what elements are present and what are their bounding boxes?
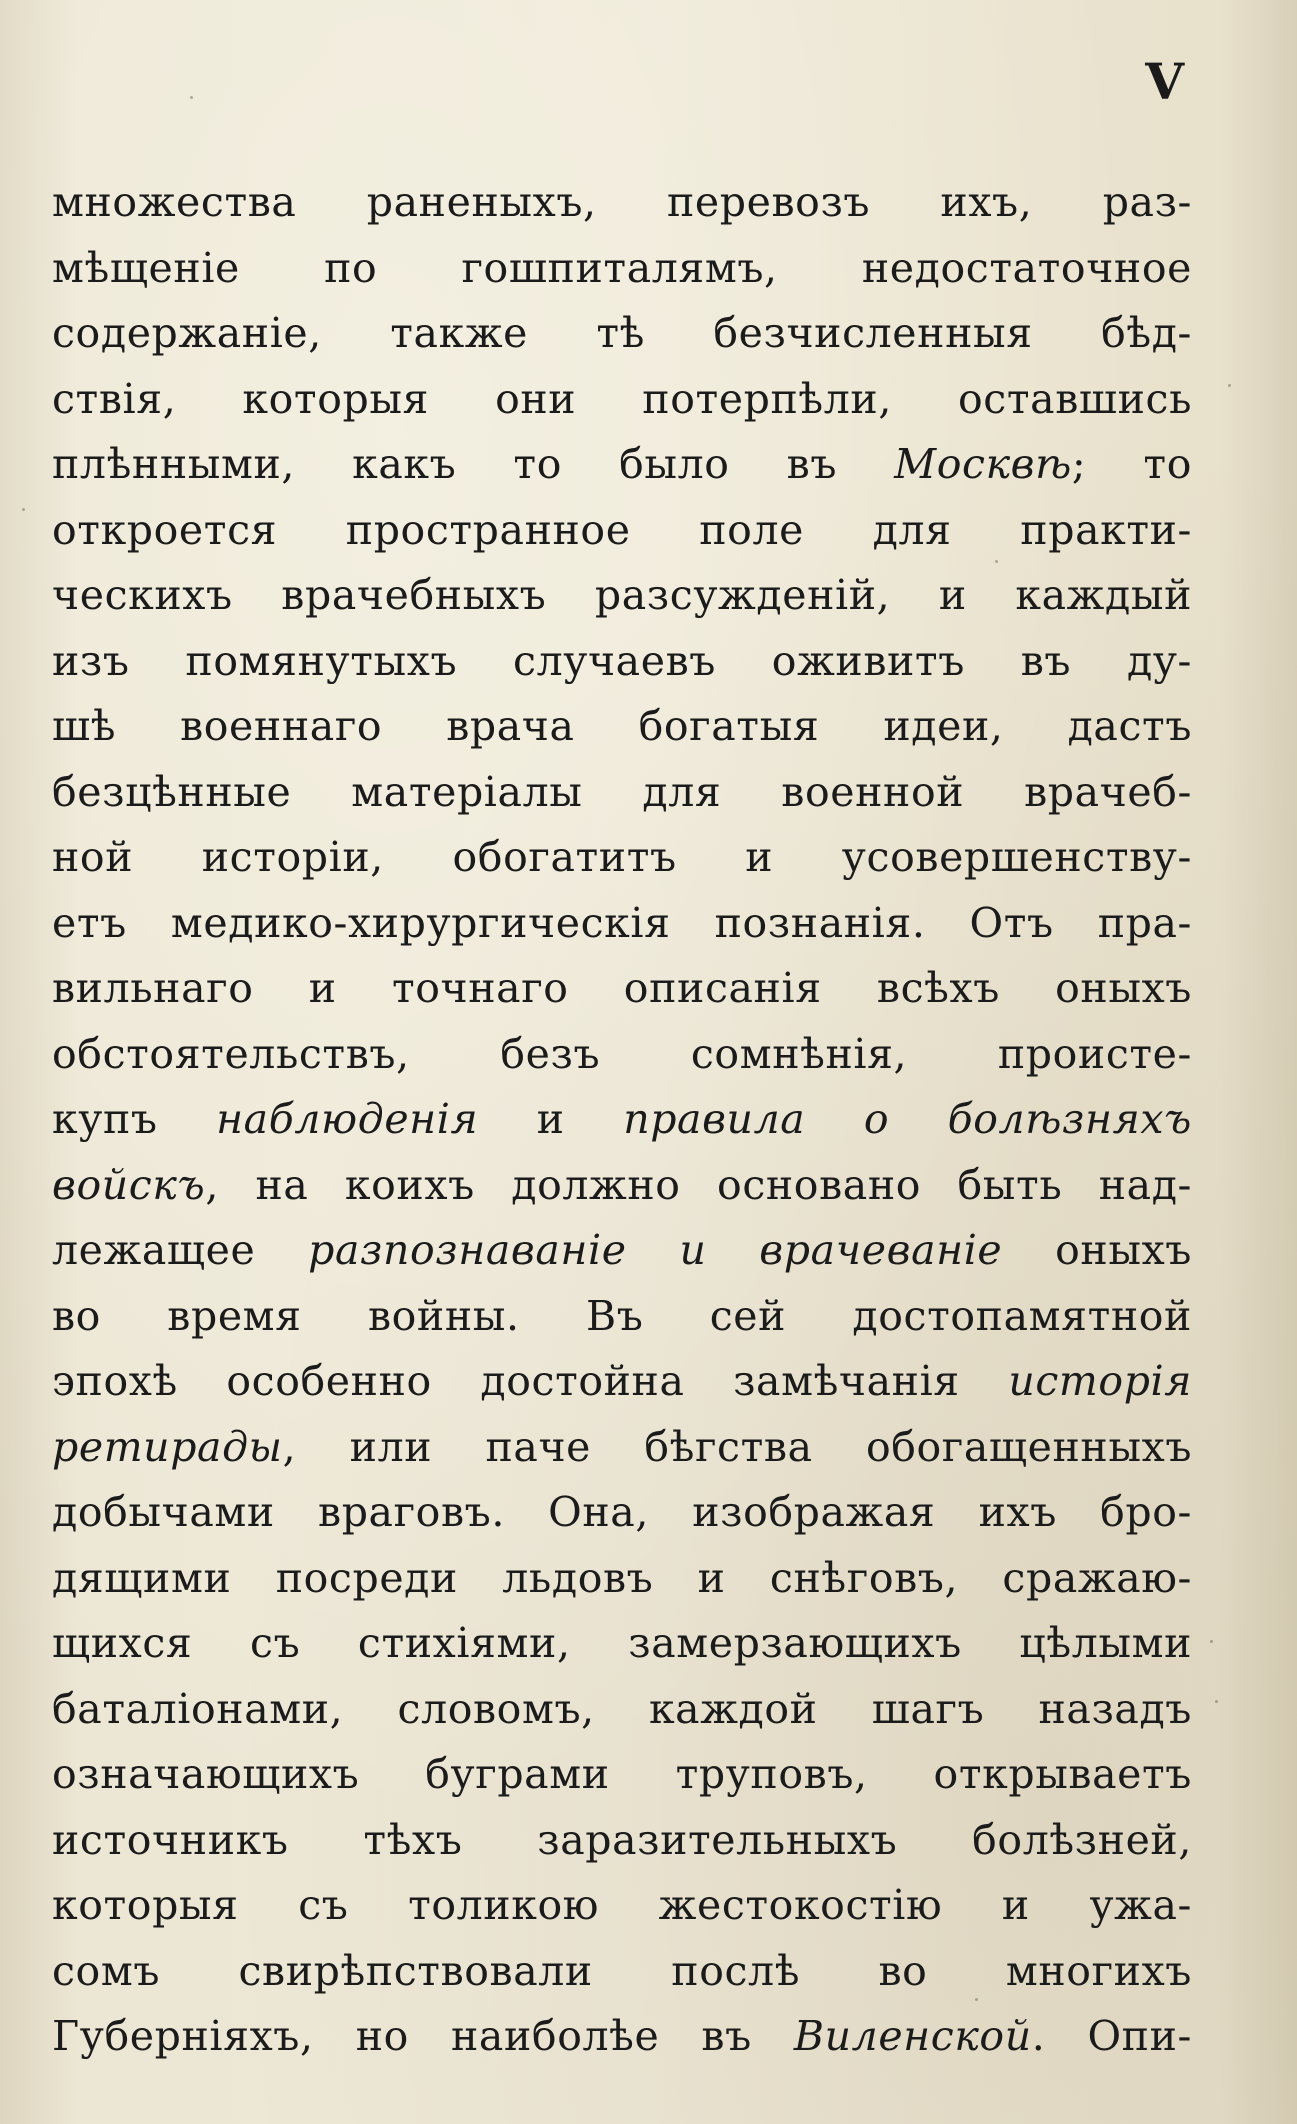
italic-text: о болѣзняхъ bbox=[863, 1095, 1192, 1143]
text-line bbox=[52, 891, 1192, 957]
text-segment: шѣ военнаго врача богатыя идеи, дастъ bbox=[52, 702, 1192, 750]
text-line bbox=[52, 170, 1192, 236]
text-segment: ; то bbox=[1071, 440, 1192, 488]
text-segment: обстоятельствъ, безъ сомнѣнія, происте- bbox=[52, 1029, 1192, 1078]
text-line bbox=[52, 2004, 1192, 2070]
text-line bbox=[52, 760, 1192, 826]
text-line bbox=[52, 1873, 1192, 1939]
text-segment: безцѣнные матеріалы для военной врачеб- bbox=[52, 767, 1192, 816]
text-segment: означающихъ буграми труповъ, открываетъ bbox=[52, 1750, 1192, 1798]
text-line bbox=[52, 563, 1192, 629]
paper-speck bbox=[1210, 1640, 1213, 1643]
paper-speck bbox=[22, 508, 25, 511]
text-segment: ческихъ врачебныхъ разсужденій, и каждый bbox=[52, 571, 1192, 619]
text-line bbox=[52, 694, 1192, 760]
text-segment bbox=[805, 1095, 864, 1143]
text-line bbox=[52, 1611, 1192, 1677]
text-line bbox=[52, 1087, 1192, 1153]
text-segment: . Опи- bbox=[1031, 2012, 1192, 2060]
text-segment: , или паче бѣгства обогащенныхъ bbox=[282, 1422, 1192, 1471]
text-line bbox=[52, 367, 1192, 433]
text-segment: купъ bbox=[52, 1095, 217, 1143]
text-segment: добычами враговъ. Она, изображая ихъ бро- bbox=[52, 1488, 1192, 1536]
paper-speck bbox=[190, 96, 193, 99]
italic-text: Виленской bbox=[793, 2012, 1032, 2060]
paper-speck bbox=[975, 1998, 978, 2001]
text-segment: эпохѣ особенно достойна замѣчанія bbox=[52, 1357, 1009, 1405]
text-line bbox=[52, 825, 1192, 891]
italic-text: наблюденія bbox=[216, 1095, 479, 1143]
text-line bbox=[52, 1284, 1192, 1350]
text-segment: во время войны. Въ сей достопамятной bbox=[52, 1291, 1192, 1340]
body-text bbox=[52, 170, 1192, 2070]
text-segment: етъ медико-хирургическія познанія. Отъ пра- bbox=[52, 898, 1192, 947]
text-line bbox=[52, 1677, 1192, 1743]
text-segment: вильнаго и точнаго описанія всѣхъ оныхъ bbox=[52, 964, 1192, 1012]
italic-text: Москвѣ bbox=[894, 440, 1072, 488]
text-line bbox=[52, 956, 1192, 1022]
text-line bbox=[52, 1415, 1192, 1481]
page-number: V bbox=[1145, 52, 1185, 111]
text-line bbox=[52, 629, 1192, 695]
italic-text: правила bbox=[623, 1095, 806, 1143]
text-segment: щихся съ стихіями, замерзающихъ цѣлыми bbox=[52, 1619, 1192, 1667]
paper-speck bbox=[1215, 1700, 1218, 1703]
italic-text: ретирады bbox=[52, 1422, 283, 1471]
text-line bbox=[52, 236, 1192, 302]
text-line bbox=[52, 498, 1192, 564]
text-segment: изъ помянутыхъ случаевъ оживитъ въ ду- bbox=[52, 636, 1192, 685]
text-segment: ствія, которыя они потерпѣли, оставшись bbox=[52, 374, 1192, 423]
text-segment: сомъ свирѣпствовали послѣ во многихъ bbox=[52, 1946, 1192, 1995]
text-segment: откроется пространное поле для практи- bbox=[52, 505, 1192, 554]
text-line bbox=[52, 1808, 1192, 1874]
text-line bbox=[52, 1546, 1192, 1612]
text-segment: плѣнными, какъ то было въ bbox=[52, 440, 895, 488]
text-segment: мѣщеніе по гошпиталямъ, недостаточное bbox=[52, 243, 1192, 292]
text-segment: содержаніе, также тѣ безчисленныя бѣд- bbox=[52, 309, 1192, 357]
text-segment: оныхъ bbox=[1002, 1226, 1192, 1274]
text-segment: Губерніяхъ, но наиболѣе въ bbox=[52, 2012, 794, 2060]
text-line bbox=[52, 432, 1192, 498]
text-line bbox=[52, 1153, 1192, 1219]
italic-text: разпознаваніе и врачеваніе bbox=[308, 1226, 1003, 1274]
italic-text: войскъ bbox=[52, 1160, 206, 1209]
text-line bbox=[52, 1022, 1192, 1088]
text-segment: множества раненыхъ, перевозъ ихъ, раз- bbox=[52, 178, 1192, 226]
text-line bbox=[52, 1349, 1192, 1415]
paper-speck bbox=[995, 560, 998, 563]
text-segment: дящими посреди льдовъ и снѣговъ, сражаю- bbox=[52, 1553, 1192, 1602]
text-segment: и bbox=[478, 1095, 624, 1143]
text-segment: лежащее bbox=[52, 1226, 309, 1274]
paper-speck bbox=[1228, 384, 1231, 387]
text-segment: баталіонами, словомъ, каждой шагъ назадъ bbox=[52, 1684, 1192, 1733]
text-line bbox=[52, 301, 1192, 367]
text-segment: которыя съ толикою жестокостію и ужа- bbox=[52, 1881, 1192, 1929]
italic-text: исторія bbox=[1008, 1357, 1192, 1405]
text-segment: источникъ тѣхъ заразительныхъ болѣзней, bbox=[52, 1815, 1192, 1864]
text-line bbox=[52, 1218, 1192, 1284]
text-line bbox=[52, 1939, 1192, 2005]
text-line bbox=[52, 1480, 1192, 1546]
text-segment: , на коихъ должно основано быть над- bbox=[205, 1160, 1192, 1209]
text-segment: ной исторіи, обогатитъ и усовершенству- bbox=[52, 833, 1192, 881]
text-line bbox=[52, 1742, 1192, 1808]
